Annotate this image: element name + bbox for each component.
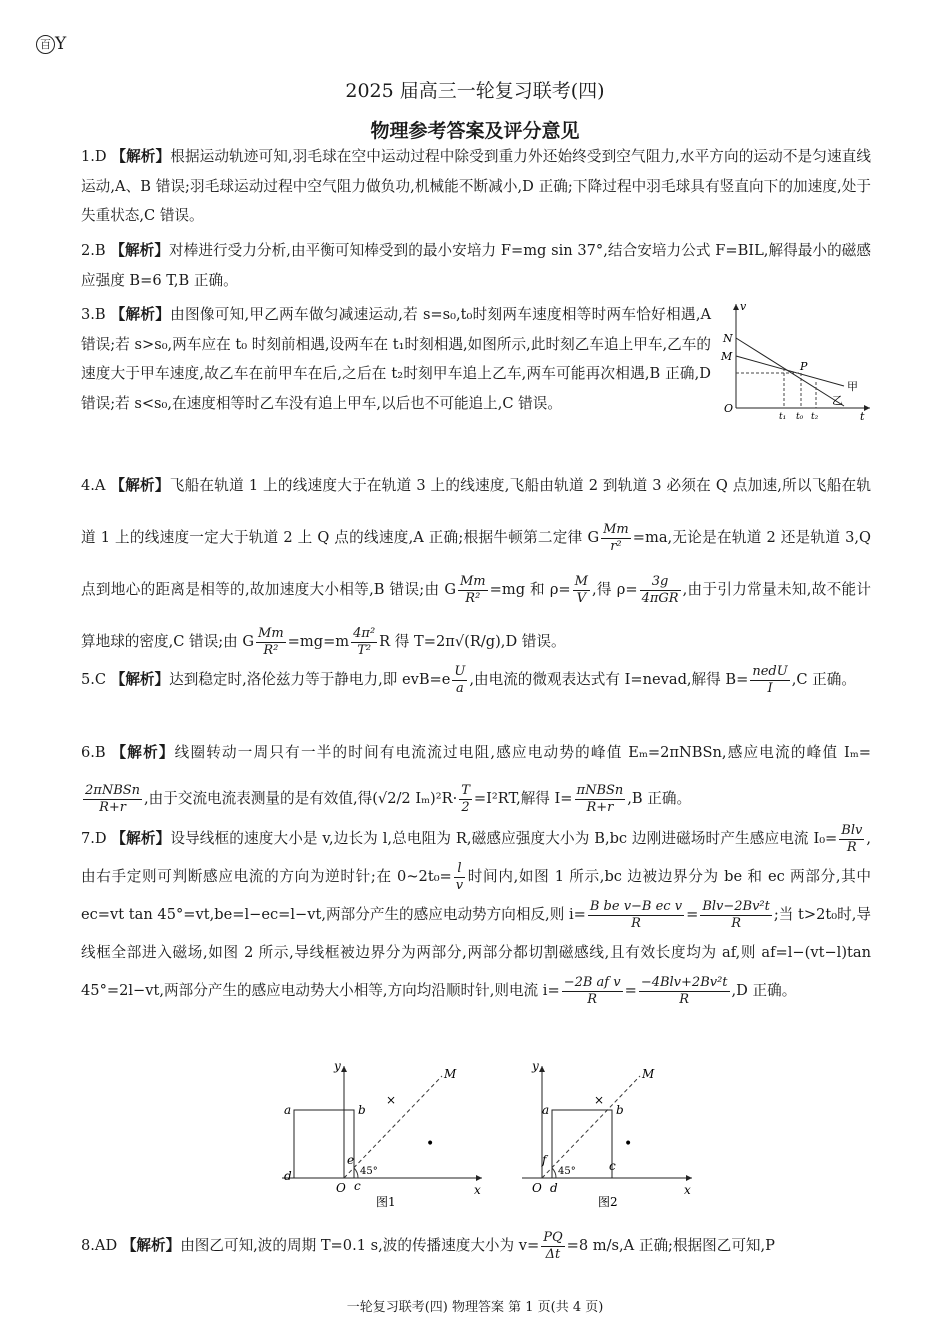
- fraction: $\frac{3g}{\text{4πGR}}$: [641, 573, 679, 606]
- fraction: $\frac{PQ}{\Delta t}$: [543, 1229, 563, 1262]
- fraction: $\frac{U}{a}$: [454, 663, 466, 696]
- q-text: 设导线框的速度大小是 v,边长为 l,总电阻为 R,磁感应强度大小为 B,bc 边刚进磁场时产生感应电流 I₀=: [170, 830, 838, 847]
- field-into-symbol: ×: [386, 1093, 397, 1107]
- caption-fig1: 图1: [376, 1195, 396, 1208]
- x-axis-arrow: [476, 1175, 482, 1181]
- q-label: 1.D: [81, 148, 107, 165]
- fraction: $\frac{\text{πNBSn}}{R+r}$: [576, 782, 624, 815]
- fraction: $\frac{\text{Blv−2Bv²t}}{R}$: [702, 898, 770, 931]
- q-tag: 【解析】: [110, 242, 169, 259]
- label-t0: t₀: [796, 412, 804, 422]
- label-c: c: [354, 1179, 361, 1193]
- field-into-symbol: ×: [594, 1093, 605, 1107]
- q-text: 线圈转动一周只有一半的时间有电流流过电阻,感应电动势的峰值 Eₘ=2πNBSn,感应电流的峰值 Iₘ=: [174, 744, 872, 761]
- line-jia: [736, 356, 844, 386]
- answer-1: [81, 142, 871, 231]
- label-x: x: [474, 1183, 481, 1197]
- q-text: 由图乙可知,波的周期 T=0.1 s,波的传播速度大小为 v=: [180, 1237, 540, 1254]
- q-text: 由图像可知,甲乙两车做匀减速运动,若 s=s₀,t₀时刻两车速度相等时两车恰好相遇,A 错误;若 s>s₀,两车应在 t₀ 时刻前相遇,设两车在 t₁时刻相遇,如图所示,此时刻乙车追上甲车,乙车的速度大于甲车速度,故乙车在前甲车在后,之后在 t₂时刻甲车追上乙车,两车可能再次相遇,B 正确,D 错误;若 s<s₀,在速度相等时乙车没有追上甲车,以后也不可能追上,C 错误。: [81, 306, 711, 412]
- figure-2: [512, 1060, 702, 1208]
- fraction: $\frac{\text{2πNBSn}}{R+r}$: [85, 782, 141, 815]
- label-a: a: [542, 1103, 550, 1117]
- x-axis-arrow: [686, 1175, 692, 1181]
- label-c: c: [609, 1159, 616, 1173]
- angle-arc: [354, 1168, 358, 1178]
- v-axis-arrow: [733, 304, 739, 310]
- label-b: b: [358, 1103, 366, 1117]
- q-label: 7.D: [81, 830, 107, 847]
- fraction: $\frac{Mm}{\text{r²}}$: [603, 521, 629, 554]
- angle-arc: [552, 1168, 556, 1178]
- fraction: $\frac{\text{Blv}}{R}$: [841, 822, 863, 855]
- label-t1: t₁: [779, 412, 787, 422]
- q-tag: 【解析】: [121, 1237, 181, 1254]
- label-x: x: [684, 1183, 691, 1197]
- label-N: N: [723, 332, 733, 345]
- q-text: 达到稳定时,洛伦兹力等于静电力,即 evB=e: [169, 671, 451, 688]
- label-b: b: [616, 1103, 624, 1117]
- boundary-line: [542, 1076, 640, 1178]
- y-axis-arrow: [539, 1066, 545, 1072]
- label-a: a: [284, 1103, 292, 1117]
- label-M: M: [721, 350, 733, 363]
- q-label: 3.B: [81, 306, 106, 323]
- q-tag: 【解析】: [110, 306, 171, 323]
- q-label: 2.B: [81, 242, 106, 259]
- q-text: 对棒进行受力分析,由平衡可知棒受到的最小安培力 F=mg sin 37°,结合安培力公式 F=BIL,解得最小的磁感应强度 B=6 T,B 正确。: [81, 242, 871, 289]
- field-out-symbol: •: [426, 1136, 435, 1152]
- label-M: M: [444, 1067, 457, 1081]
- label-e: e: [347, 1153, 355, 1167]
- q-label: 8.AD: [81, 1237, 118, 1254]
- label-O: O: [336, 1181, 346, 1195]
- answer-8: 8.AD 【解析】由图乙可知,波的周期 T=0.1 s,波的传播速度大小为 v= $\frac{PQ}{\Delta t}$ =8 m/s,A 正确;根据图乙可知,P: [81, 1229, 775, 1262]
- caption-fig2: 图2: [598, 1195, 618, 1208]
- page-subtitle: 物理参考答案及评分意见: [370, 120, 580, 142]
- label-O: O: [532, 1181, 542, 1195]
- answer-4: 4.A 【解析】飞船在轨道 1 上的线速度大于在轨道 3 上的线速度,飞船由轨道 2 到轨道 3 必须在 Q 点加速,所以飞船在轨道 1 上的线速度一定大于轨道 2 上 Q 点的线速度,A 正确;根据牛顿第二定律 G $\frac{Mm}{\text{r²}}$ =ma,无论是在轨道 2 还是轨道 3,Q 点到地心的距离是相等的,故加速度大小相等,B 错误;由 G $\frac{Mm}{\text{R²}}$ =mg 和 ρ= $\frac{M}{V}$ ,得 ρ= $\frac{3g}{\text{4πGR}}$ ,由于引力常量未知,故不能计算地球的密度,C 错误;由 G $\frac{Mm}{\text{R²}}$ =mg=m $\frac{\text{4π²}}{\text{T²}}$ R 得 T=2π√(R/g),D 错误。: [81, 477, 872, 658]
- label-yi: 乙: [832, 394, 843, 407]
- fraction: $\frac{\text{4π²}}{\text{T²}}$: [353, 625, 376, 658]
- wire-frame: [294, 1110, 354, 1178]
- fraction: $\frac{Mm}{\text{R²}}$: [459, 573, 486, 606]
- q-tag: 【解析】: [111, 148, 171, 165]
- fraction: $\frac{l}{v}$: [455, 860, 464, 893]
- q-text: 飞船在轨道 1 上的线速度大于在轨道 3 上的线速度,飞船由轨道 2 到轨道 3 必须在 Q 点加速,所以飞船在轨道 1 上的线速度一定大于轨道 2 上 Q 点的线速度,A 正确;根据牛顿第二定律 G: [81, 477, 871, 546]
- fraction: $\frac{\text{nedU}}{I}$: [752, 663, 788, 696]
- label-t: t: [860, 410, 865, 423]
- y-axis-arrow: [341, 1066, 347, 1072]
- field-out-symbol: •: [624, 1136, 633, 1152]
- mark-circle: 百: [36, 35, 55, 54]
- q-label: 5.C: [81, 671, 107, 688]
- q-tag: 【解析】: [111, 830, 171, 847]
- fraction: $\frac{Mm}{\text{R²}}$: [258, 625, 284, 658]
- page-footer: 一轮复习联考(四) 物理答案 第 1 页(共 4 页): [346, 1300, 604, 1315]
- label-v: v: [740, 300, 747, 313]
- label-y: y: [334, 1060, 341, 1073]
- q-tag: 【解析】: [110, 671, 170, 688]
- q-tag: 【解析】: [110, 477, 170, 494]
- line-yi: [736, 338, 844, 406]
- label-M: M: [642, 1067, 655, 1081]
- page-title: 2025 届高三一轮复习联考(四): [345, 80, 605, 102]
- fraction: $\frac{\text{−4Blv+2Bv²t}}{R}$: [640, 974, 728, 1007]
- answer-3: [81, 300, 711, 418]
- corner-mark: [36, 34, 66, 54]
- label-jia: 甲: [847, 380, 858, 393]
- label-f: f: [542, 1153, 547, 1167]
- label-d: d: [550, 1181, 558, 1195]
- label-O: O: [724, 402, 734, 415]
- figure-1: [272, 1060, 492, 1208]
- label-angle: 45°: [558, 1166, 576, 1177]
- q-label: 4.A: [81, 477, 106, 494]
- boundary-line: [344, 1076, 442, 1178]
- t-axis-arrow: [864, 405, 870, 411]
- fraction: $\frac{\text{−2B af v}}{R}$: [563, 974, 621, 1007]
- vt-graph: [716, 298, 874, 424]
- q-label: 6.B: [81, 744, 106, 761]
- answer-2: [81, 236, 871, 295]
- fraction: $\frac{\text{B be v−B ec v}}{R}$: [589, 898, 683, 931]
- q-text: 根据运动轨迹可知,羽毛球在空中运动过程中除受到重力外还始终受到空气阻力,水平方向的运动不是匀速直线运动,A、B 错误;羽毛球运动过程中空气阻力做负功,机械能不断减小,D 正确;下降过程中羽毛球具有竖直向下的加速度,处于失重状态,C 错误。: [81, 148, 871, 224]
- fraction: $\frac{T}{2}$: [461, 782, 470, 815]
- answer-6: 6.B 【解析】线圈转动一周只有一半的时间有电流流过电阻,感应电动势的峰值 Eₘ=2πNBSn,感应电流的峰值 Iₘ= $\frac{\text{2πNBSn}}{R+r}$ ,由于交流电流表测量的是有效值,得(√2/2 Iₘ)²R· $\frac{T}{2}$ =I²RT,解得 I= $\frac{\text{πNBSn}}{R+r}$ ,B 正确。: [81, 744, 872, 815]
- mark-letter: Y: [55, 34, 67, 54]
- label-t2: t₂: [811, 412, 819, 422]
- fraction: $\frac{M}{V}$: [574, 573, 588, 606]
- label-angle: 45°: [360, 1166, 378, 1177]
- label-y: y: [532, 1060, 539, 1073]
- label-d: d: [284, 1169, 292, 1183]
- answer-5: 5.C 【解析】达到稳定时,洛伦兹力等于静电力,即 evB=e $\frac{U}{a}$ ,由电流的微观表达式有 I=nevad,解得 B= $\frac{\text{nedU}}{I}$ ,C 正确。: [81, 663, 856, 696]
- q-tag: 【解析】: [111, 744, 175, 761]
- answer-7: 7.D 【解析】设导线框的速度大小是 v,边长为 l,总电阻为 R,磁感应强度大小为 B,bc 边刚进磁场时产生感应电流 I₀= $\frac{\text{Blv}}{R}$ ,由右手定则可判断感应电流的方向为逆时针;在 0~2t₀= $\frac{l}{v}$ 时间内,如图 1 所示,bc 边被边界分为 be 和 ec 两部分,其中 ec=vt tan 45°=vt,be=l−ec=l−vt,两部分产生的感应电动势方向相反,则 i= $\frac{\text{B be v−B ec v}}{R}$ = $\frac{\text{Blv−2Bv²t}}{R}$ ;当 t>2t₀时,导线框全部进入磁场,如图 2 所示,导线框被边界分为两部分,两部分都切割磁感线,且有效长度均为 af,则 af=l−(vt−l)tan 45°=2l−vt,两部分产生的感应电动势大小相等,方向均沿顺时针,则电流 i= $\frac{\text{−2B af v}}{R}$ = $\frac{\text{−4Blv+2Bv²t}}{R}$ ,D 正确。: [81, 822, 871, 1007]
- label-P: P: [800, 360, 808, 373]
